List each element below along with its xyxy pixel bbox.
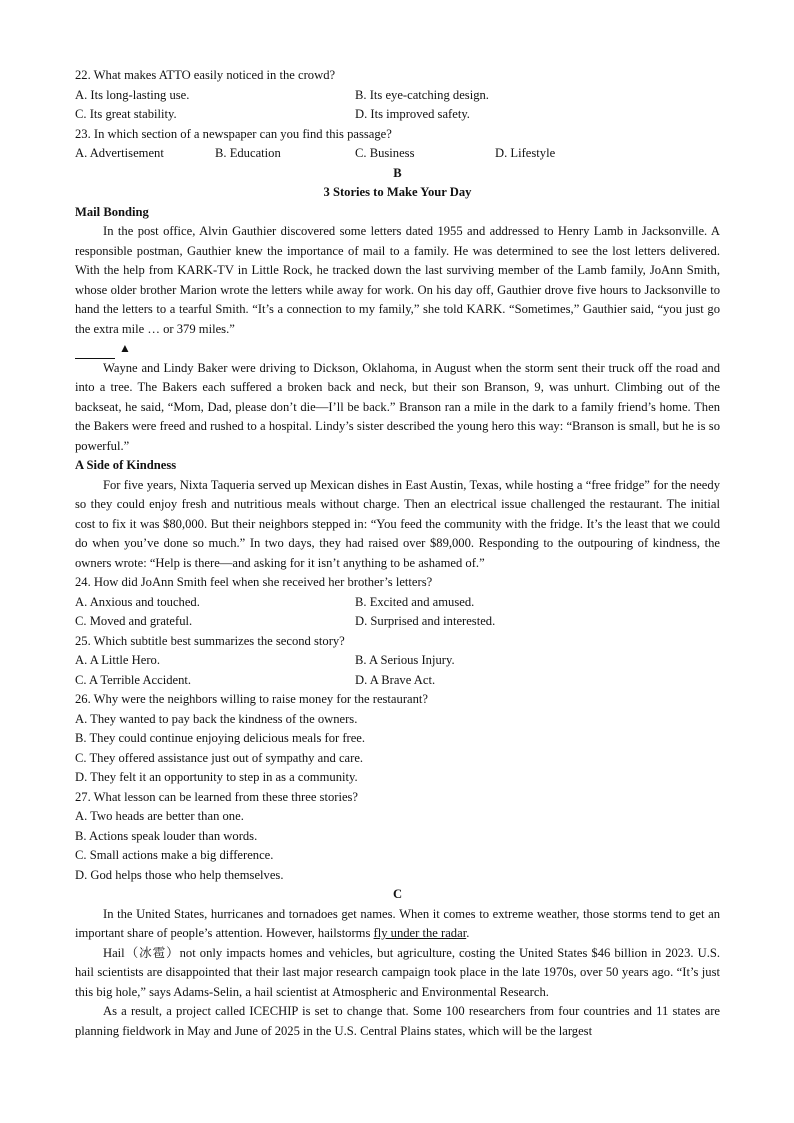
question-24-options-row1 — [75, 593, 720, 613]
question-24-options-row2 — [75, 612, 720, 632]
p1-text: In the United States, hurricanes and tornadoes get names. When it comes to extreme weather, those storms tend to get an important share of people’s attention. However, hailstorms — [75, 906, 720, 940]
triangle-marker-icon: ▲ — [119, 341, 131, 355]
section-c-letter: C — [392, 887, 403, 901]
q24-option-c[interactable]: C. Moved and grateful. — [75, 614, 193, 628]
p1-end: . — [466, 926, 470, 940]
q27-option-b[interactable]: B. Actions speak louder than words. — [75, 828, 258, 843]
q26-option-b[interactable]: B. They could continue enjoying delicious meals for free. — [75, 731, 366, 745]
q27-option-a[interactable]: A. Two heads are better than one. — [75, 809, 244, 823]
story3-heading: A Side of Kindness — [75, 458, 177, 472]
q23-option-d[interactable]: D. Lifestyle — [495, 146, 556, 160]
question-22-stem: 22. What makes ATTO easily noticed in the crowd? — [75, 68, 336, 82]
section-b-title: 3 Stories to Make Your Day — [323, 185, 472, 199]
q23-option-b[interactable]: B. Education — [215, 146, 281, 160]
story1-paragraph: In the post office, Alvin Gauthier discovered some letters dated 1955 and addressed to Henry Lamb in Jacksonville. A responsible postman, Gauthier knew the importance of mail to a family. He was determined to see the lost letters delivered. With the help from KARK-TV in Little Rock, he tracked down the last surviving member of the Lamb family, JoAnn Smith, whose older brother Marion wrote the letters while away for work. On his day off, Gauthier drove five hours to Jacksonville to hand the letters to a tearful Smith. “It’s a connection to my family,” she told KARK. “Sometimes,” Gauthier said, “you just go the extra mile … or 379 miles.” — [75, 224, 720, 336]
q25-option-a[interactable]: A. A Little Hero. — [75, 653, 160, 667]
q22-option-c[interactable]: C. Its great stability. — [75, 107, 177, 121]
question-22-options-row1 — [75, 86, 720, 106]
q26-option-a[interactable]: A. They wanted to pay back the kindness of the owners. — [75, 711, 358, 726]
story2-heading-blank — [75, 339, 720, 359]
question-26-stem: 26. Why were the neighbors willing to raise money for the restaurant? — [75, 692, 428, 706]
section-b-letter: B — [393, 165, 402, 180]
q24-option-d[interactable]: D. Surprised and interested. — [355, 614, 496, 628]
q26-option-c[interactable]: C. They offered assistance just out of sympathy and care. — [75, 750, 364, 765]
answer-blank — [75, 345, 115, 359]
q27-option-c[interactable]: C. Small actions make a big difference. — [75, 848, 274, 862]
q22-option-b[interactable]: B. Its eye-catching design. — [355, 87, 489, 102]
q25-option-b[interactable]: B. A Serious Injury. — [355, 653, 455, 667]
section-c-paragraph-2: Hail（冰雹）not only impacts homes and vehicles, but agriculture, costing the United States $46 billion in 2023. U.S. hail scientists are disappointed that their last major research campaign took place in the late 1970s, over 50 years ago. “It’s just this big hole,” says Adams-Selin, a hail scientist at Atmospheric and Environmental Research. — [75, 945, 720, 999]
q23-option-a[interactable]: A. Advertisement — [75, 146, 164, 160]
question-25-options-row1 — [75, 651, 720, 671]
section-c-paragraph-3: As a result, a project called ICECHIP is set to change that. Some 100 researchers from four countries and 11 states are planning fieldwork in May and June of 2025 in the U.S. Central Plains states, which will be the largest — [75, 1004, 720, 1038]
q27-option-d[interactable]: D. God helps those who help themselves. — [75, 867, 284, 882]
question-22-options-row2 — [75, 105, 720, 125]
q26-option-d[interactable]: D. They felt it an opportunity to step in as a community. — [75, 770, 358, 784]
story1-heading: Mail Bonding — [75, 204, 149, 219]
exam-page — [75, 66, 720, 1041]
story2-paragraph: Wayne and Lindy Baker were driving to Dickson, Oklahoma, in August when the storm sent their truck off the road and into a tree. The Bakers each suffered a broken back and neck, but their son Branson, 9, was unhurt. Climbing out of the backseat, he said, “Mom, Dad, please don’t die—I’ll be back.” Branson ran a mile in the dark to a family friend’s home. Then the Bakers were freed and rushed to a hospital. Lindy’s sister described the young hero this way: “Branson is small, but he is so powerful.” — [75, 360, 720, 453]
q22-option-a[interactable]: A. Its long-lasting use. — [75, 87, 190, 102]
q24-option-a[interactable]: A. Anxious and touched. — [75, 594, 200, 609]
underlined-phrase: fly under the radar — [373, 926, 467, 940]
q25-option-d[interactable]: D. A Brave Act. — [355, 672, 436, 687]
story3-paragraph: For five years, Nixta Taqueria served up Mexican dishes in East Austin, Texas, while hosting a “free fridge” for the needy so they could enjoy fresh and nutritious meals without charge. Then an electrical issue challenged the restaurant. The initial cost to fix it was $80,000. But their neighbors stepped in: “You feed the community with the fridge. It’s the least that we could do when you’ve done so much.” In two days, they had raised over $89,000. Responding to the outpouring of kindness, the owners wrote: “Help is there—and asking for it isn’t anything to be ashamed of.” — [75, 477, 720, 570]
q24-option-b[interactable]: B. Excited and amused. — [355, 594, 475, 609]
question-23-options — [75, 144, 720, 164]
question-25-options-row2 — [75, 671, 720, 691]
q25-option-c[interactable]: C. A Terrible Accident. — [75, 672, 192, 687]
question-25-stem: 25. Which subtitle best summarizes the second story? — [75, 633, 345, 648]
q22-option-d[interactable]: D. Its improved safety. — [355, 107, 470, 121]
question-24-stem: 24. How did JoAnn Smith feel when she received her brother’s letters? — [75, 575, 433, 589]
section-c-paragraph-1 — [75, 905, 720, 944]
q23-option-c[interactable]: C. Business — [355, 146, 415, 160]
question-23-stem: 23. In which section of a newspaper can you find this passage? — [75, 126, 392, 141]
question-27-stem: 27. What lesson can be learned from these three stories? — [75, 789, 359, 804]
